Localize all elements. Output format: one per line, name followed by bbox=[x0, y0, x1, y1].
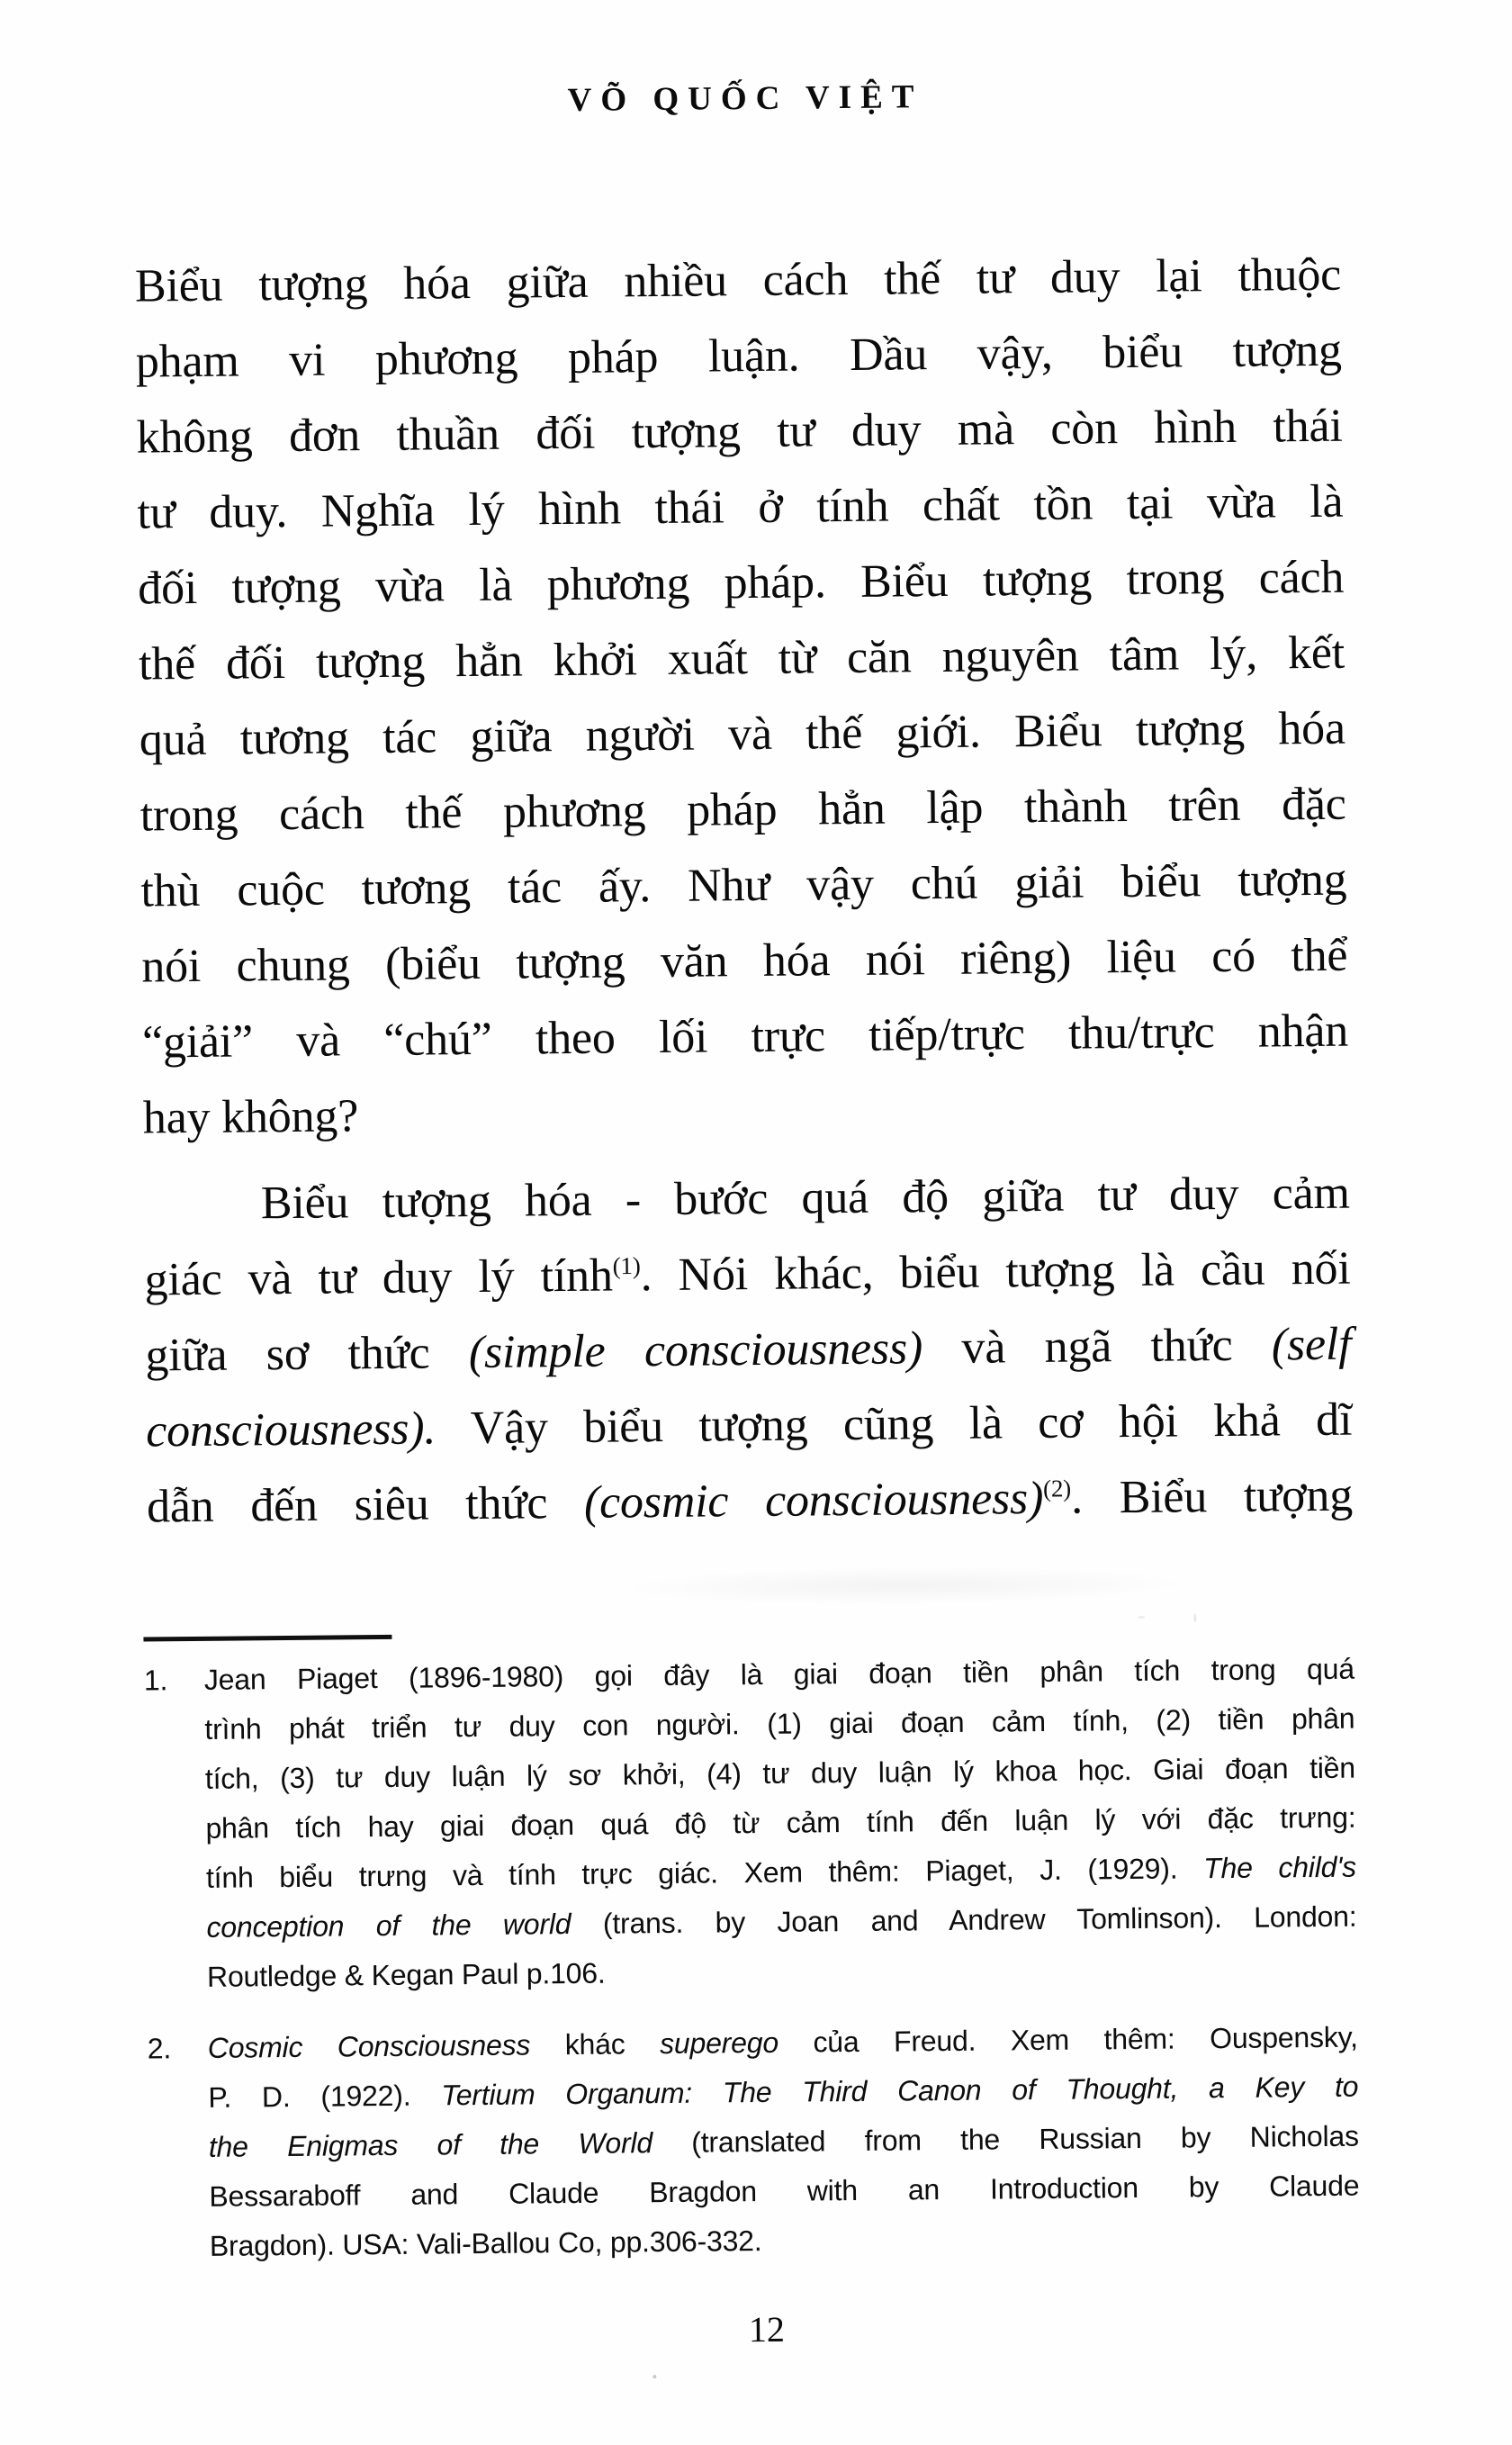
text-line bbox=[143, 1156, 1350, 1243]
text-segment: trình phát triển tư duy con người. (1) giai đoạn cảm tính, (2) tiền phân bbox=[204, 1701, 1355, 1746]
text-line bbox=[135, 238, 1342, 325]
footnote-text bbox=[208, 2013, 1361, 2271]
text-segment: P. D. (1922). bbox=[208, 2079, 442, 2114]
text-segment: thế đối tượng hẳn khởi xuất từ căn nguyên tâm lý, kết bbox=[138, 627, 1346, 690]
text-segment: trong cách thế phương pháp hẳn lập thành trên đặc bbox=[140, 778, 1346, 842]
text-segment: giữa sơ thức bbox=[145, 1327, 470, 1382]
text-line bbox=[140, 767, 1346, 854]
text-segment: . Biểu tượng bbox=[1070, 1469, 1354, 1524]
italic-text: the Enigmas of the World bbox=[208, 2126, 653, 2163]
running-header-author: VÕ QUỐC VIỆT bbox=[567, 78, 923, 119]
text-line bbox=[142, 994, 1349, 1081]
page-number: 12 bbox=[748, 2308, 786, 2350]
text-segment: phân tích hay giai đoạn quá độ từ cảm tính đến luận lý với đặc trưng: bbox=[205, 1800, 1356, 1845]
text-segment: Routledge & Kegan Paul p.106. bbox=[206, 1956, 606, 1993]
italic-text: superego bbox=[659, 2025, 779, 2061]
footnote-item-1 bbox=[144, 1645, 1358, 2003]
text-segment: quả tương tác giữa người và thế giới. Biểu tượng hóa bbox=[139, 702, 1346, 766]
text-line bbox=[138, 540, 1345, 627]
text-segment: đối tượng vừa là phương pháp. Biểu tượng trong cách bbox=[137, 551, 1345, 615]
scan-speck bbox=[1138, 1616, 1145, 1619]
text-line bbox=[142, 1069, 1349, 1157]
italic-text: Tertium Organum: The Third Canon of Thought, a Key to bbox=[441, 2070, 1359, 2112]
text-segment: hay không? bbox=[142, 1090, 359, 1144]
footnote-separator-rule bbox=[143, 1635, 392, 1642]
text-segment: tích, (3) tư duy luận lý sơ khởi, (4) tư duy luận lý khoa học. Giai đoạn tiền bbox=[204, 1751, 1356, 1795]
footnote-number: 2. bbox=[147, 2032, 172, 2065]
text-line bbox=[210, 2211, 1360, 2271]
italic-text: (simple consciousness) bbox=[468, 1322, 923, 1379]
italic-text: (cosmic consciousness) bbox=[583, 1472, 1044, 1529]
text-segment: Jean Piaget (1896-1980) gọi đây là giai đoạn tiền phân tích trong quá bbox=[203, 1652, 1354, 1696]
text-line bbox=[135, 313, 1342, 401]
text-line bbox=[207, 1942, 1357, 2002]
footnote-item-2 bbox=[148, 2013, 1361, 2272]
text-segment: nói chung (biểu tượng văn hóa nói riêng) liệu có thể bbox=[141, 929, 1348, 993]
text-segment: (translated from the Russian by Nicholas bbox=[652, 2119, 1359, 2160]
italic-text: Cosmic Consciousness bbox=[207, 2028, 531, 2064]
text-line bbox=[147, 1458, 1354, 1546]
body-text bbox=[135, 238, 1354, 1546]
paragraph-1 bbox=[135, 238, 1350, 1157]
text-line bbox=[139, 691, 1346, 779]
text-line bbox=[140, 843, 1347, 930]
italic-text: The child's bbox=[1202, 1850, 1357, 1885]
footnote-ref-marker: (2) bbox=[1042, 1475, 1072, 1502]
text-segment: tính biểu trưng và tính trực giác. Xem thêm: Piaget, J. (1929). bbox=[205, 1852, 1204, 1894]
italic-text: conception of the world bbox=[206, 1908, 572, 1944]
italic-text: (self bbox=[1271, 1318, 1352, 1371]
text-segment: Bragdon). USA: Vali-Ballou Co, pp.306-332. bbox=[209, 2224, 762, 2262]
text-line bbox=[137, 465, 1344, 552]
text-line bbox=[141, 918, 1348, 1006]
footnotes-section bbox=[144, 1645, 1361, 2272]
footnote-text bbox=[204, 1645, 1358, 2002]
text-segment: không đơn thuần đối tượng tư duy mà còn hình thái bbox=[136, 400, 1343, 464]
italic-text: consciousness). bbox=[145, 1403, 436, 1457]
text-segment: “giải” và “chú” theo lối trực tiếp/trực thu/trực nhận bbox=[141, 1005, 1349, 1069]
scan-speck bbox=[1193, 1613, 1196, 1622]
text-segment: Biểu tượng hóa giữa nhiều cách thế tư duy lại thuộc bbox=[134, 248, 1342, 312]
paragraph-2 bbox=[143, 1156, 1353, 1546]
text-segment: giác và tư duy lý tính bbox=[144, 1250, 613, 1306]
text-segment: của Freud. Xem thêm: Ouspensky, bbox=[778, 2020, 1358, 2059]
text-segment: khác bbox=[530, 2027, 661, 2062]
text-segment: Bessaraboff and Claude Bragdon with an Introduction by Claude bbox=[209, 2169, 1360, 2213]
text-segment: (trans. by Joan and Andrew Tomlinson). London: bbox=[571, 1899, 1357, 1941]
text-segment: dẫn đến siêu thức bbox=[146, 1476, 585, 1533]
text-segment: . Nói khác, biểu tượng là cầu nối bbox=[640, 1242, 1351, 1302]
text-segment: Biểu tượng hóa - bước quá độ giữa tư duy cảm bbox=[260, 1167, 1351, 1230]
text-line bbox=[136, 389, 1343, 476]
text-segment: phạm vi phương pháp luận. Dầu vậy, biểu tượng bbox=[135, 324, 1343, 388]
text-line bbox=[146, 1383, 1353, 1470]
text-line bbox=[144, 1232, 1351, 1319]
text-segment: tư duy. Nghĩa lý hình thái ở tính chất tồn tại vừa là bbox=[137, 475, 1344, 539]
text-line bbox=[139, 616, 1346, 703]
text-line bbox=[145, 1307, 1352, 1394]
text-segment: Vậy biểu tượng cũng là cơ hội khả dĩ bbox=[435, 1394, 1353, 1455]
footnote-number: 1. bbox=[143, 1664, 168, 1697]
text-segment: và ngã thức bbox=[922, 1319, 1273, 1375]
scan-speck bbox=[652, 2375, 656, 2378]
text-segment: thù cuộc tương tác ấy. Như vậy chú giải biểu tượng bbox=[140, 853, 1347, 917]
footnote-ref-marker: (1) bbox=[612, 1251, 641, 1280]
scan-smudge bbox=[616, 1564, 1192, 1607]
